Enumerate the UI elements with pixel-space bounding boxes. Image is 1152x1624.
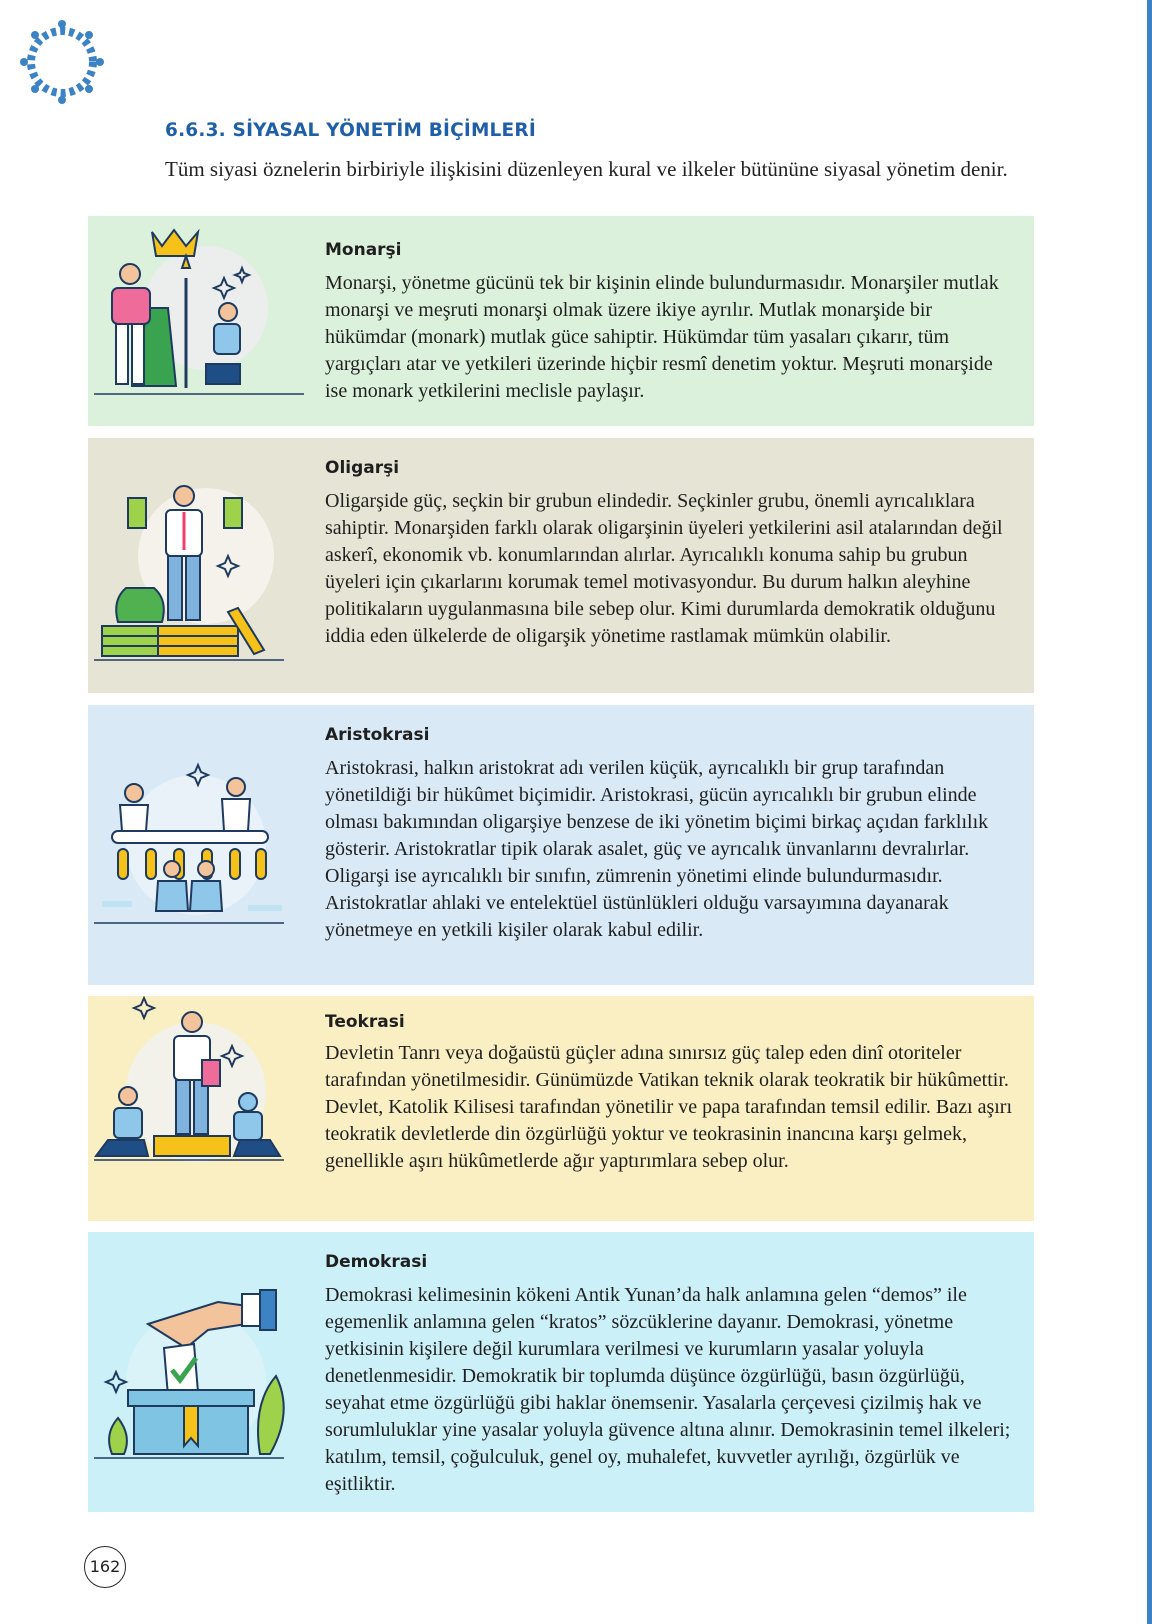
preacher-podium-icon xyxy=(88,996,308,1221)
card-title-demokrasi: Demokrasi xyxy=(325,1252,428,1272)
page-number: 162 xyxy=(84,1546,126,1588)
people-circle-logo-icon xyxy=(16,16,108,108)
ballot-box-vote-icon xyxy=(88,1232,308,1512)
card-oligarsi xyxy=(88,438,1034,693)
card-text-teokrasi: Devletin Tanrı veya doğaüstü güçler adına sınırsız güç talep eden dinî otoriteler tarafından yönetilmesidir. Günümüzde Vatikan teknik olarak teokratik bir hükûmettir. Devlet, Katolik Kilisesi tarafından yönetilir ve papa tarafından temsil edilir. Bazı aşırı teokratik devletlerde din özgürlüğü yoktur ve teokrasinin inancına karşı gelmek, genellikle aşırı hükûmetlerde ağır yaptırımlara sebep olur. xyxy=(325,1042,1013,1172)
card-title-monarsi: Monarşi xyxy=(325,240,402,260)
card-text-monarsi: Monarşi, yönetme gücünü tek bir kişinin elinde bulundurmasıdır. Monarşiler mutlak monarşi ve meşruti monarşi olmak üzere ikiye ayrılır. Mutlak monarşide bir hükümdar (monark) mutlak güce sahiptir. Hükümdar tüm yasaları çıkarır, tüm yargıçları atar ve yetkileri üzerinde hiçbir resmî denetim yoktur. Meşruti monarşide ise monark yetkilerini meclisle paylaşır. xyxy=(325,272,999,402)
card-text-oligarsi: Oligarşide güç, seçkin bir grubun elindedir. Seçkinler grubu, önemli ayrıcalıklara sahiptir. Monarşiden farklı olarak oligarşinin üyeleri yetkilerini asil atalarından değil askerî, ekonomik vb. konumlarından alırlar. Ayrıcalıklı konuma sahip bu grubun üyeleri için çıkarlarını korumak temel motivasyondur. Bu durum halkın aleyhine politikaların uygulanmasına bile sebep olur. Kimi durumlarda demokratik olduğunu iddia eden ülkelerde de oligarşik yönetime rastlamak mümkün olabilir. xyxy=(325,490,1003,647)
card-teokrasi xyxy=(88,996,1034,1221)
card-title-teokrasi: Teokrasi xyxy=(325,1012,405,1032)
card-title-oligarsi: Oligarşi xyxy=(325,458,400,478)
king-crown-kneeling-icon xyxy=(88,216,308,426)
intro-paragraph: Tüm siyasi öznelerin birbiriyle ilişkisini düzenleyen kural ve ilkeler bütününe siyasal yönetim denir. xyxy=(165,157,1008,181)
card-aristokrasi xyxy=(88,705,1034,985)
balcony-people-icon xyxy=(88,705,308,985)
section-heading: 6.6.3. SİYASAL YÖNETİM BİÇİMLERİ xyxy=(165,120,536,141)
card-demokrasi xyxy=(88,1232,1034,1512)
card-text-aristokrasi: Aristokrasi, halkın aristokrat adı verilen küçük, ayrıcalıklı bir grup tarafından yönetildiği bir hükûmet biçimidir. Aristokrasi, gücün ayrıcalıklı bir grubun elinde olması bakımından oligarşiye benzese de iki yönetim biçimi birkaç açıdan farklılık gösterir. Aristokratlar tipik olarak asalet, güç ve ayrıcalık ünvanlarını devralırlar. Oligarşi ise ayrıcalıklı bir sınıfın, zümrenin yönetimi elinde bulundurmasıdır. Aristokratlar ahlaki ve entelektüel üstünlükleri olduğu varsayımına dayanarak yönetmeye en yetkili kişiler olarak kabul edilir. xyxy=(325,757,989,941)
money-wealth-man-icon xyxy=(88,438,308,693)
card-title-aristokrasi: Aristokrasi xyxy=(325,725,430,745)
card-monarsi xyxy=(88,216,1034,426)
page-edge-bar xyxy=(1147,0,1152,1624)
card-text-demokrasi: Demokrasi kelimesinin kökeni Antik Yunan’da halk anlamına gelen “demos” ile egemenlik anlamına gelen “kratos” sözcüklerine dayanır. Demokrasi, yönetme yetkisinin kişilere değil kurumlara verilmesi ve kurumların yasalar yoluyla denetlenmesidir. Demokratik bir toplumda düşünce özgürlüğü, basın özgürlüğü, seyahat etme özgürlüğü gibi haklar önemsenir. Yasalarla çerçevesi çizilmiş hak ve sorumluluklar yine yasalar yoluyla güvence altına alınır. Demokrasinin temel ilkeleri; katılım, temsil, çoğulculuk, genel oy, muhalefet, kuvvetler ayrılığı, özgürlük ve eşitliktir. xyxy=(325,1284,1011,1495)
